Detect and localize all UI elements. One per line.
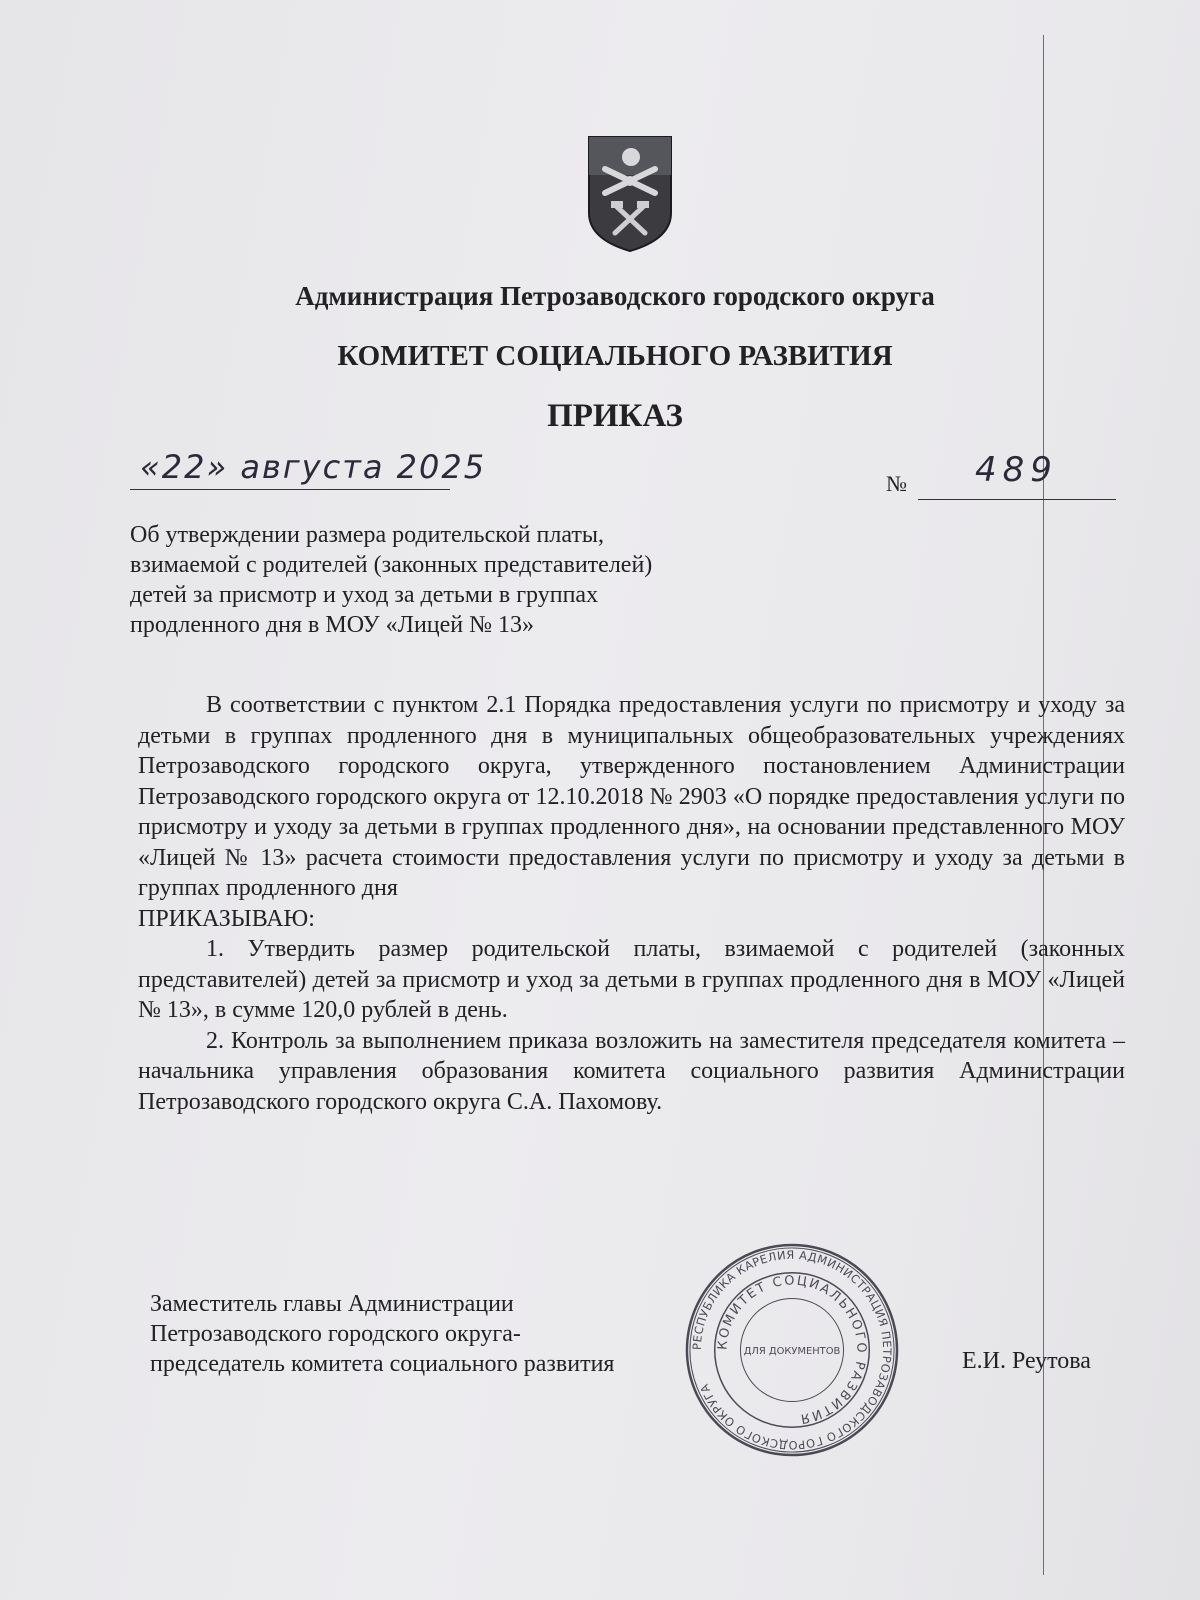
number-underline bbox=[918, 499, 1116, 500]
number-sign: № bbox=[886, 471, 907, 496]
signatory-position bbox=[150, 1289, 710, 1379]
signatory-name: Е.И. Реутова bbox=[962, 1348, 1091, 1374]
official-stamp-icon bbox=[683, 1241, 901, 1459]
stamp-inner-text: КОМИТЕТ СОЦИАЛЬНОГО РАЗВИТИЯ bbox=[715, 1273, 869, 1427]
handwritten-date: «22» августа 2025 bbox=[140, 448, 487, 486]
coat-of-arms-icon bbox=[585, 135, 675, 253]
subject-line: детей за присмотр и уход за детьми в группах bbox=[130, 582, 599, 608]
order-word: ПРИКАЗЫВАЮ: bbox=[138, 905, 315, 932]
document-body bbox=[138, 690, 1125, 1117]
committee-title: КОМИТЕТ СОЦИАЛЬНОГО РАЗВИТИЯ bbox=[337, 340, 893, 372]
subject-line: Об утверждении размера родительской платы, bbox=[130, 522, 604, 548]
document-subject bbox=[130, 520, 790, 640]
order-item-1: 1. Утвердить размер родительской платы, взимаемой с родителей (законных представителей) детей за присмотр и уход за детьми в группах продленного дня в МОУ «Лицей № 13», в сумме 120,0 рублей в день. bbox=[138, 936, 1125, 1023]
signatory-position-line: Заместитель главы Администрации bbox=[150, 1291, 514, 1317]
signatory-position-line: Петрозаводского городского округа- bbox=[150, 1321, 521, 1347]
stamp-outer-text: РЕСПУБЛИКА КАРЕЛИЯ АДМИНИСТРАЦИЯ ПЕТРОЗАВОДСКОГО ГОРОДСКОГО ОКРУГА bbox=[689, 1247, 895, 1453]
stamp-center-text: ДЛЯ ДОКУМЕНТОВ bbox=[743, 1345, 841, 1357]
subject-line: взимаемой с родителей (законных представителей) bbox=[130, 552, 653, 578]
handwritten-number: 489 bbox=[975, 450, 1058, 490]
order-item-2: 2. Контроль за выполнением приказа возложить на заместителя председателя комитета – начальника управления образования комитета социального развития Администрации Петрозаводского городского округа С.А. Пахомову. bbox=[138, 1027, 1125, 1115]
subject-line: продленного дня в МОУ «Лицей № 13» bbox=[130, 612, 535, 638]
date-underline bbox=[130, 489, 450, 490]
administration-title: Администрация Петрозаводского городского округа bbox=[295, 281, 935, 311]
signatory-position-line: председатель комитета социального развития bbox=[150, 1351, 615, 1377]
document-type-title: ПРИКАЗ bbox=[547, 398, 683, 434]
preamble-paragraph: В соответствии с пунктом 2.1 Порядка предоставления услуги по присмотру и уходу за детьми в группах продленного дня в муниципальных общеобразовательных учреждениях Петрозаводского городского округа, утвержденного постановлением Администрации Петрозаводского городского округа от 12.10.2018 № 2903 «О порядке предоставления услуги по присмотру и уходу за детьми в группах продленного дня», на основании представленного МОУ «Лицей № 13» расчета стоимости предоставления услуги по присмотру и уходу за детьми в группах продленного дня bbox=[138, 692, 1125, 901]
